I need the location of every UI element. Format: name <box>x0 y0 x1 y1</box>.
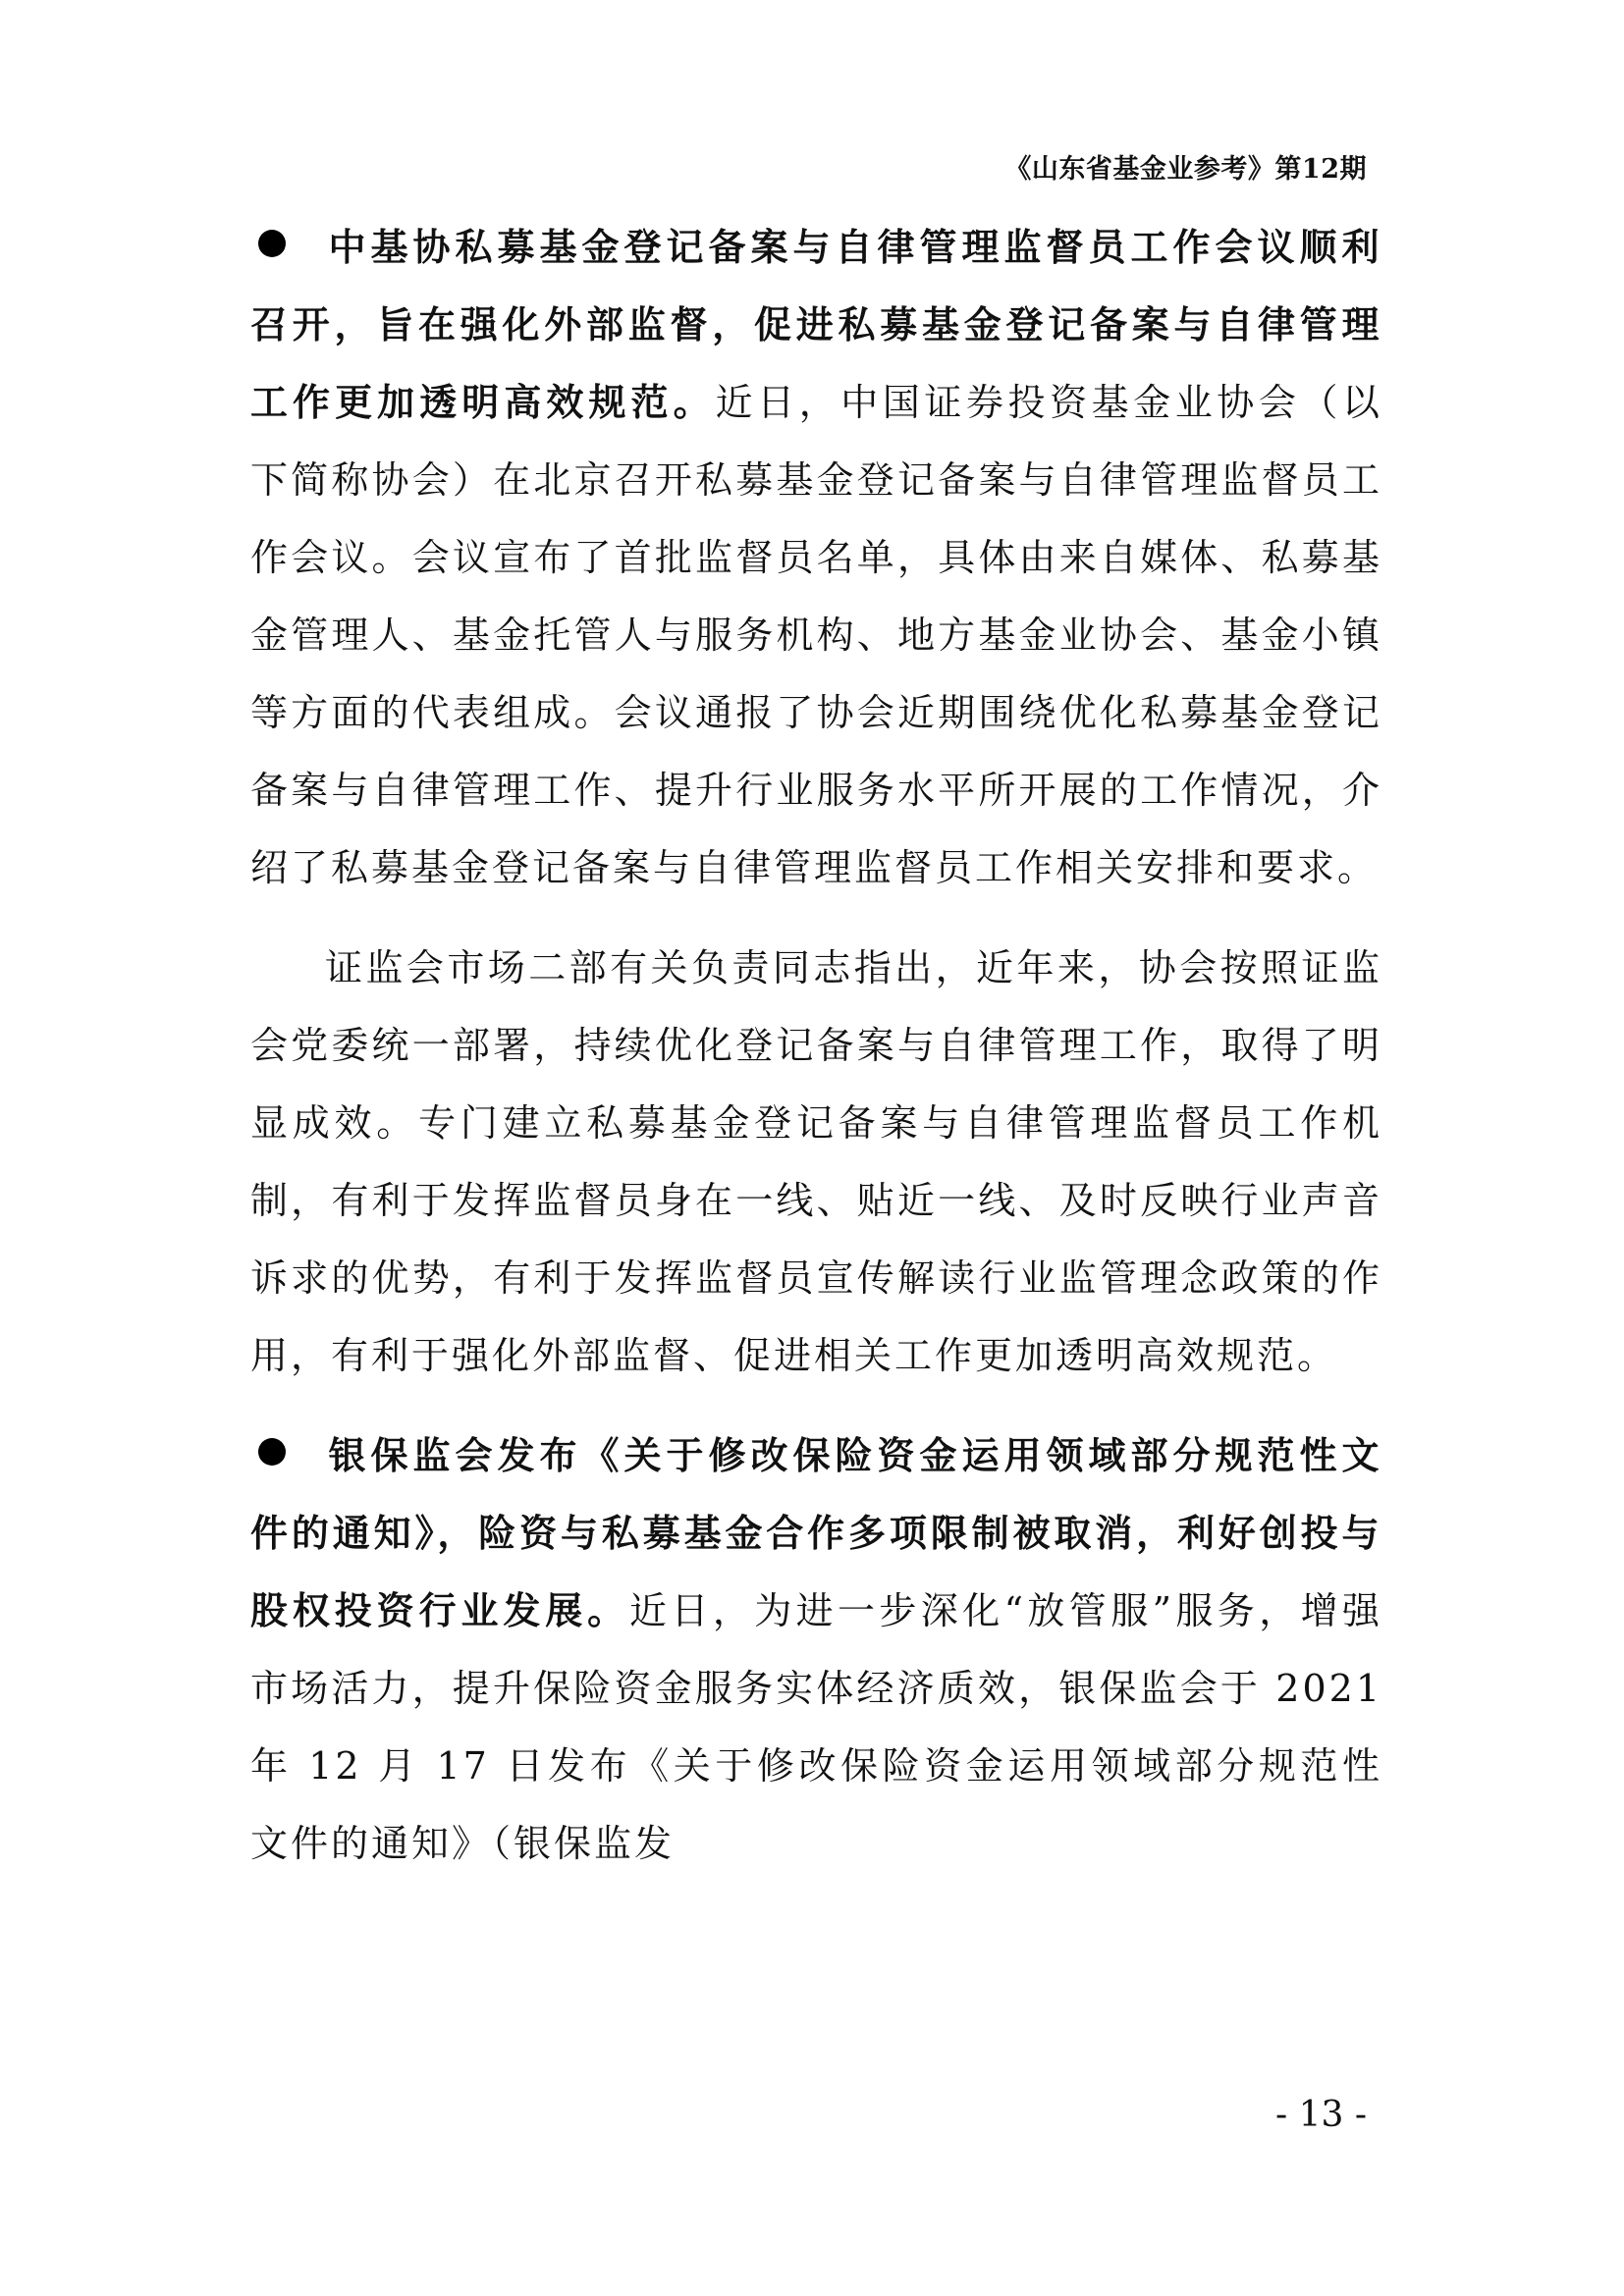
page-number: - 13 - <box>1274 2095 1367 2135</box>
bullet-icon <box>258 1438 286 1466</box>
news-item-2 <box>250 1417 1382 1883</box>
article-body <box>250 209 1382 1883</box>
news-item-2-body: 近日，为进一步深化“放管服”服务，增强市场活力，提升保险资金服务实体经济质效，银保监会于 2021 年 12 月 17 日发布《关于修改保险资金运用领域部分规范性文件的通知》（银保监发 <box>250 1589 1382 1865</box>
running-header: 《山东省基金业参考》第12期 <box>1004 154 1367 185</box>
news-item-2-lead: 银保监会发布《关于修改保险资金运用领域部分规范性文件的通知》，险资与私募基金合作多项限制被取消，利好创投与股权投资行业发展。 <box>250 1434 1382 1632</box>
news-item-1 <box>250 209 1382 907</box>
bullet-icon <box>258 230 286 257</box>
news-item-1-lead: 中基协私募基金登记备案与自律管理监督员工作会议顺利召开，旨在强化外部监督，促进私募基金登记备案与自律管理工作更加透明高效规范。 <box>250 226 1382 424</box>
news-item-1-body: 近日，中国证券投资基金业协会（以下简称协会）在北京召开私募基金登记备案与自律管理监督员工作会议。会议宣布了首批监督员名单，具体由来自媒体、私募基金管理人、基金托管人与服务机构、地方基金业协会、基金小镇等方面的代表组成。会议通报了协会近期围绕优化私募基金登记备案与自律管理工作、提升行业服务水平所开展的工作情况，介绍了私募基金登记备案与自律管理监督员工作相关安排和要求。 <box>250 381 1382 889</box>
news-item-1-continuation: 证监会市场二部有关负责同志指出，近年来，协会按照证监会党委统一部署，持续优化登记备案与自律管理工作，取得了明显成效。专门建立私募基金登记备案与自律管理监督员工作机制，有利于发挥监督员身在一线、贴近一线、及时反映行业声音诉求的优势，有利于发挥监督员宣传解读行业监管理念政策的作用，有利于强化外部监督、促进相关工作更加透明高效规范。 <box>250 946 1382 1377</box>
